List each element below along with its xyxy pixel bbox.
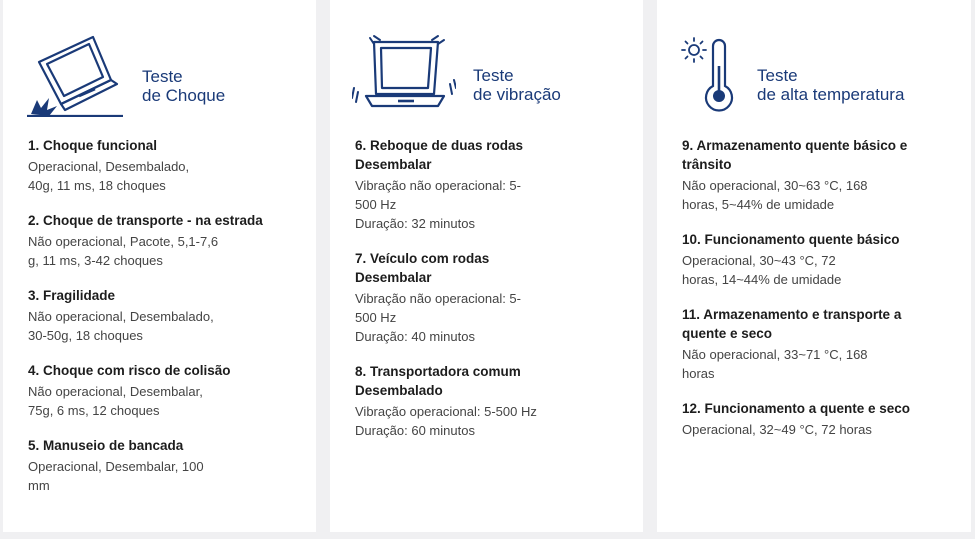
high-temperature-test-card: [657, 0, 971, 532]
card-title: Teste de alta temperatura: [757, 66, 905, 104]
card-header: [330, 0, 643, 125]
item-title: 5. Manuseio de bancada: [28, 438, 184, 453]
list-item: [355, 249, 625, 346]
list-item: [355, 362, 625, 440]
list-item: [682, 230, 952, 289]
item-title: 12. Funcionamento a quente e seco: [682, 401, 911, 416]
item-description: Não operacional, 33~71 °C, 168 horas: [682, 347, 868, 381]
item-description: Operacional, Desembalado, 40g, 11 ms, 18 choques: [28, 159, 190, 193]
shock-test-card: [3, 0, 316, 532]
card-title: Teste de vibração: [473, 66, 561, 104]
item-description: Operacional, 30~43 °C, 72 horas, 14~44% de umidade: [682, 253, 842, 287]
list-item: [682, 136, 952, 214]
list-item: [28, 361, 298, 420]
list-item: [355, 136, 625, 233]
list-item: [28, 211, 298, 270]
item-title: 10. Funcionamento quente básico: [682, 232, 900, 247]
test-list: [355, 136, 625, 456]
item-title: 11. Armazenamento e transporte a quente e seco: [682, 307, 902, 341]
item-description: Operacional, 32~49 °C, 72 horas: [682, 422, 872, 437]
item-description: Vibração não operacional: 5- 500 Hz Duração: 40 minutos: [355, 291, 521, 344]
list-item: [28, 436, 298, 495]
item-title: 4. Choque com risco de colisão: [28, 363, 231, 378]
item-description: Não operacional, Pacote, 5,1-7,6 g, 11 ms, 3-42 choques: [28, 234, 219, 268]
item-title: 7. Veículo com rodas Desembalar: [355, 251, 490, 285]
item-description: Não operacional, Desembalado, 30-50g, 18 choques: [28, 309, 214, 343]
item-title: 1. Choque funcional: [28, 138, 158, 153]
item-description: Operacional, Desembalar, 100 mm: [28, 459, 204, 493]
item-title: 6. Reboque de duas rodas Desembalar: [355, 138, 524, 172]
card-header: [3, 0, 316, 125]
item-description: Vibração operacional: 5-500 Hz Duração: 60 minutos: [355, 404, 537, 438]
item-title: 8. Transportadora comum Desembalado: [355, 364, 521, 398]
item-title: 3. Fragilidade: [28, 288, 116, 303]
card-title: Teste de Choque: [142, 67, 226, 105]
item-title: 9. Armazenamento quente básico e trânsito: [682, 138, 908, 172]
list-item: [682, 399, 952, 439]
laptop-shock-icon: [25, 32, 125, 117]
vibration-test-card: [330, 0, 643, 532]
list-item: [28, 286, 298, 345]
thermometer-sun-icon: [681, 36, 745, 116]
test-list: [28, 136, 298, 511]
item-description: Não operacional, Desembalar, 75g, 6 ms, 12 choques: [28, 384, 203, 418]
list-item: [682, 305, 952, 383]
laptop-vibration-icon: [352, 34, 456, 114]
item-description: Vibração não operacional: 5- 500 Hz Duração: 32 minutos: [355, 178, 521, 231]
test-list: [682, 136, 952, 455]
list-item: [28, 136, 298, 195]
item-title: 2. Choque de transporte - na estrada: [28, 213, 263, 228]
card-header: [657, 0, 971, 125]
item-description: Não operacional, 30~63 °C, 168 horas, 5~44% de umidade: [682, 178, 868, 212]
